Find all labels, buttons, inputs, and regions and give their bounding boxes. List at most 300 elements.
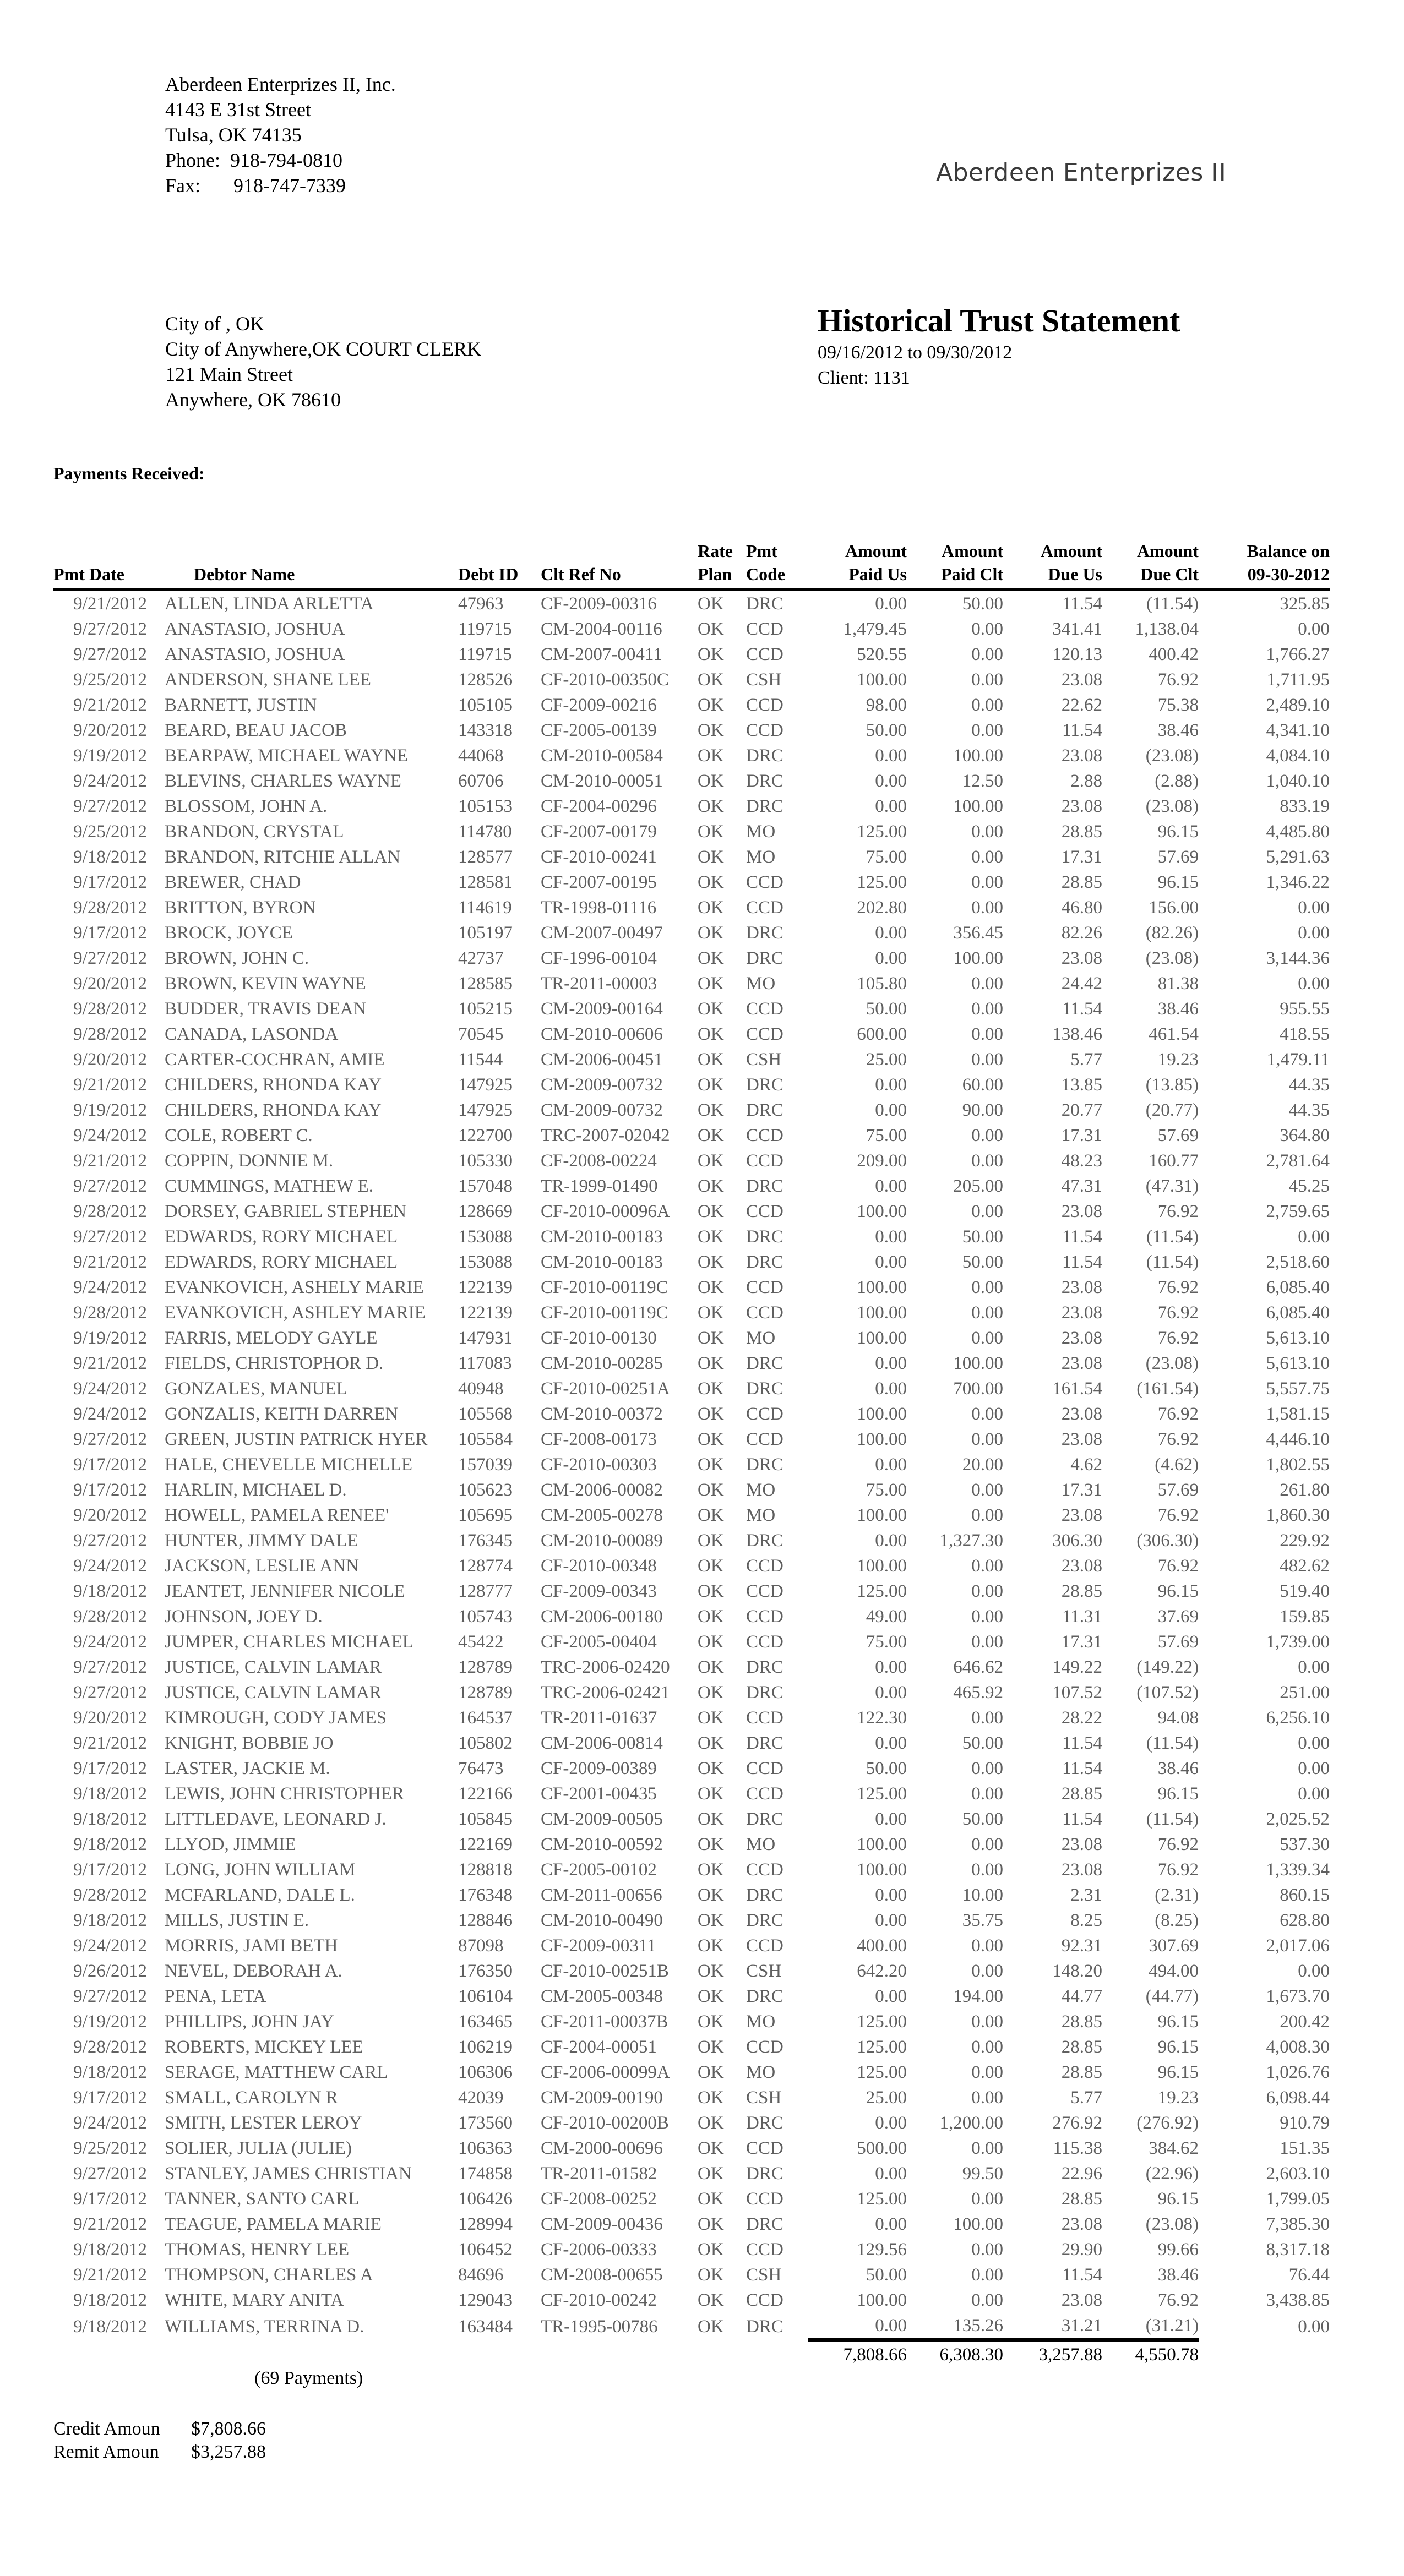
balance: 2,489.10	[1266, 695, 1330, 715]
pmt-date: 9/24/2012	[73, 1379, 147, 1399]
pmt-date: 9/27/2012	[73, 645, 147, 664]
debt-id: 84696	[458, 2265, 504, 2285]
balance: 4,008.30	[1266, 2037, 1330, 2057]
amount-due-clt: 76.92	[1157, 1202, 1199, 1221]
rate-plan: OK	[698, 2290, 724, 2310]
debt-id: 147925	[458, 1100, 513, 1120]
debt-id: 106219	[458, 2037, 513, 2057]
table-row	[53, 1984, 1330, 2009]
debtor-name: HARLIN, MICHAEL D.	[165, 1480, 347, 1500]
amount-due-us: 11.54	[1062, 1252, 1102, 1272]
pmt-date: 9/19/2012	[73, 1100, 147, 1120]
table-row	[53, 2237, 1330, 2262]
debt-id: 122139	[458, 1278, 513, 1297]
pmt-date: 9/28/2012	[73, 1202, 147, 1221]
clt-ref-no: CF-2008-00224	[541, 1151, 657, 1171]
amount-due-clt: (23.08)	[1145, 1354, 1199, 1373]
col-clt-ref: Clt Ref No	[541, 539, 698, 590]
amount-paid-clt: 0.00	[971, 872, 1003, 892]
pmt-code: CCD	[746, 1860, 783, 1880]
pmt-code: DRC	[746, 796, 783, 816]
rate-plan: OK	[698, 1809, 724, 1829]
pmt-code: MO	[746, 1328, 776, 1348]
col-pmt-code	[742, 539, 808, 590]
pmt-code: CCD	[746, 721, 783, 740]
pmt-date: 9/24/2012	[73, 1126, 147, 1145]
amount-paid-us: 100.00	[857, 1278, 907, 1297]
pmt-code: CCD	[746, 1581, 783, 1601]
amount-due-us: 23.08	[1061, 1278, 1102, 1297]
balance: 1,040.10	[1266, 771, 1330, 791]
table-row	[53, 2212, 1330, 2237]
pmt-date: 9/21/2012	[73, 1151, 147, 1171]
table-row	[53, 616, 1330, 642]
table-row	[53, 1680, 1330, 1705]
sender-phone	[165, 148, 396, 173]
amount-due-clt: 57.69	[1157, 1632, 1199, 1652]
total-due-clt: 4,550.78	[1102, 2340, 1199, 2368]
statement-client: Client: 1131	[818, 368, 910, 388]
amount-paid-us: 209.00	[857, 1151, 907, 1171]
pmt-date: 9/24/2012	[73, 771, 147, 791]
table-row	[53, 1528, 1330, 1553]
pmt-code: CSH	[746, 2265, 782, 2285]
rate-plan: OK	[698, 695, 724, 715]
amount-due-us: 8.25	[1070, 1911, 1102, 1930]
amount-due-clt: (22.96)	[1145, 2164, 1199, 2184]
amount-paid-us: 0.00	[875, 1809, 907, 1829]
debtor-name: NEVEL, DEBORAH A.	[165, 1961, 342, 1981]
pmt-code: CCD	[746, 1936, 783, 1956]
pmt-date: 9/18/2012	[73, 1784, 147, 1804]
balance: 0.00	[1298, 1657, 1330, 1677]
balance: 628.80	[1280, 1911, 1330, 1930]
table-row	[53, 1427, 1330, 1452]
amount-paid-us: 100.00	[857, 670, 907, 690]
clt-ref-no: CM-2009-00732	[541, 1100, 663, 1120]
amount-due-clt: 76.92	[1157, 2290, 1199, 2310]
balance: 0.00	[1298, 2316, 1330, 2337]
rate-plan: OK	[698, 1252, 724, 1272]
pmt-date: 9/18/2012	[73, 1911, 147, 1930]
balance: 2,017.06	[1266, 1936, 1330, 1956]
debtor-name: HALE, CHEVELLE MICHELLE	[165, 1455, 412, 1475]
clt-ref-no: CF-2010-00251A	[541, 1379, 670, 1399]
pmt-code: CCD	[746, 1556, 783, 1576]
balance: 200.42	[1280, 2012, 1330, 2032]
debt-id: 176350	[458, 1961, 513, 1981]
table-row	[53, 1807, 1330, 1832]
col-balance	[1199, 539, 1330, 590]
pmt-code: CCD	[746, 1303, 783, 1323]
table-row	[53, 1933, 1330, 1958]
clt-ref-no: CF-2009-00216	[541, 695, 657, 715]
clt-ref-no: CF-2010-00096A	[541, 1202, 670, 1221]
table-row	[53, 1604, 1330, 1629]
amount-paid-us: 100.00	[857, 1404, 907, 1424]
amount-due-clt: 19.23	[1157, 1050, 1199, 1069]
rate-plan: OK	[698, 1176, 724, 1196]
debtor-name: SERAGE, MATTHEW CARL	[165, 2062, 388, 2082]
table-row	[53, 1275, 1330, 1300]
debtor-name: TEAGUE, PAMELA MARIE	[165, 2214, 382, 2234]
col-due-us-line1: Amount	[1040, 541, 1102, 561]
debtor-name: BARNETT, JUSTIN	[165, 695, 317, 715]
blank	[742, 2340, 808, 2368]
pmt-date: 9/18/2012	[73, 1835, 147, 1854]
amount-due-clt: 76.92	[1157, 1556, 1199, 1576]
total-paid-us: 7,808.66	[808, 2340, 907, 2368]
amount-paid-clt: 0.00	[971, 2088, 1003, 2108]
amount-paid-clt: 0.00	[971, 1556, 1003, 1576]
recipient-line-1: City of , OK	[165, 313, 264, 335]
pmt-date: 9/17/2012	[73, 1480, 147, 1500]
amount-due-us: 23.08	[1061, 1505, 1102, 1525]
table-row	[53, 1300, 1330, 1325]
rate-plan: OK	[698, 1784, 724, 1804]
debt-id: 122169	[458, 1835, 513, 1854]
table-row	[53, 1579, 1330, 1604]
amount-due-clt: (23.08)	[1145, 948, 1199, 968]
amount-paid-clt: 646.62	[953, 1657, 1003, 1677]
debt-id: 114780	[458, 822, 512, 842]
amount-paid-us: 100.00	[857, 1556, 907, 1576]
pmt-code: MO	[746, 847, 776, 867]
clt-ref-no: CF-2010-00242	[541, 2290, 657, 2310]
debtor-name: JOHNSON, JOEY D.	[165, 1607, 323, 1627]
phone-label: Phone:	[165, 149, 221, 171]
amount-paid-us: 125.00	[857, 2189, 907, 2209]
rate-plan: OK	[698, 771, 724, 791]
balance: 5,613.10	[1266, 1354, 1330, 1373]
debtor-name: THOMAS, HENRY LEE	[165, 2240, 350, 2260]
rate-plan: OK	[698, 1278, 724, 1297]
amount-paid-us: 0.00	[875, 1252, 907, 1272]
amount-paid-us: 125.00	[857, 1581, 907, 1601]
balance: 860.15	[1280, 1885, 1330, 1905]
amount-due-us: 11.54	[1062, 594, 1102, 614]
rate-plan: OK	[698, 1075, 724, 1095]
pmt-date: 9/27/2012	[73, 1683, 147, 1702]
debt-id: 153088	[458, 1252, 513, 1272]
pmt-date: 9/21/2012	[73, 1252, 147, 1272]
debtor-name: JUSTICE, CALVIN LAMAR	[165, 1657, 382, 1677]
payments-table	[53, 539, 1330, 2368]
rate-plan: OK	[698, 2164, 724, 2184]
fax-number: 918-747-7339	[233, 174, 346, 197]
clt-ref-no: TR-2011-00003	[541, 974, 657, 994]
balance: 0.00	[1298, 974, 1330, 994]
debt-id: 47963	[458, 594, 504, 614]
amount-paid-clt: 100.00	[953, 796, 1003, 816]
amount-paid-us: 520.55	[857, 645, 907, 664]
debt-id: 105695	[458, 1505, 513, 1525]
debtor-name: BRITTON, BYRON	[165, 898, 316, 918]
rate-plan: OK	[698, 1429, 724, 1449]
clt-ref-no: CF-2007-00195	[541, 872, 657, 892]
debtor-name: BLOSSOM, JOHN A.	[165, 796, 328, 816]
amount-due-clt: 76.92	[1157, 670, 1199, 690]
amount-due-us: 23.08	[1061, 1429, 1102, 1449]
debt-id: 105330	[458, 1151, 513, 1171]
pmt-date: 9/21/2012	[73, 594, 147, 614]
table-row	[53, 2110, 1330, 2136]
rate-plan: OK	[698, 1708, 724, 1728]
phone-number: 918-794-0810	[230, 149, 342, 171]
col-due-clt-line1: Amount	[1136, 541, 1199, 561]
amount-paid-us: 122.30	[857, 1708, 907, 1728]
rate-plan: OK	[698, 923, 724, 943]
debt-id: 105568	[458, 1404, 513, 1424]
amount-paid-clt: 1,200.00	[939, 2113, 1003, 2133]
amount-due-clt: (11.54)	[1146, 1733, 1199, 1753]
recipient-line-2: City of Anywhere,OK COURT CLERK	[165, 338, 482, 360]
amount-due-us: 44.77	[1061, 1986, 1102, 2006]
payments-table-body	[53, 590, 1330, 2368]
rate-plan: OK	[698, 2240, 724, 2260]
balance: 6,098.44	[1266, 2088, 1330, 2108]
debtor-name: JEANTET, JENNIFER NICOLE	[165, 1581, 405, 1601]
pmt-date: 9/24/2012	[73, 1404, 147, 1424]
amount-paid-us: 125.00	[857, 872, 907, 892]
table-row	[53, 642, 1330, 667]
amount-paid-clt: 0.00	[971, 1708, 1003, 1728]
debt-id: 122700	[458, 1126, 513, 1145]
amount-due-us: 23.08	[1061, 1404, 1102, 1424]
table-row	[53, 2136, 1330, 2161]
pmt-code: CSH	[746, 670, 782, 690]
amount-paid-clt: 0.00	[971, 2138, 1003, 2158]
debtor-name: ROBERTS, MICKEY LEE	[165, 2037, 363, 2057]
amount-paid-clt: 0.00	[971, 1278, 1003, 1297]
pmt-code: MO	[746, 1480, 776, 1500]
amount-due-clt: (2.31)	[1155, 1885, 1199, 1905]
amount-paid-us: 0.00	[875, 2214, 907, 2234]
debtor-name: CHILDERS, RHONDA KAY	[165, 1100, 382, 1120]
rate-plan: OK	[698, 1100, 724, 1120]
table-row	[53, 2262, 1330, 2288]
table-row	[53, 794, 1330, 819]
amount-due-us: 31.21	[1061, 2316, 1102, 2335]
amount-due-us: 28.85	[1061, 2062, 1102, 2082]
debtor-name: ANASTASIO, JOSHUA	[165, 645, 345, 664]
amount-due-clt: (276.92)	[1136, 2113, 1199, 2133]
amount-due-clt: 76.92	[1157, 1328, 1199, 1348]
col-due-us-line2: Due Us	[1048, 564, 1102, 584]
rate-plan: OK	[698, 999, 724, 1019]
rate-plan: OK	[698, 1683, 724, 1702]
amount-paid-clt: 0.00	[971, 1429, 1003, 1449]
balance: 7,385.30	[1266, 2214, 1330, 2234]
rate-plan: OK	[698, 1505, 724, 1525]
debt-id: 117083	[458, 1354, 512, 1373]
clt-ref-no: CM-2011-00656	[541, 1885, 662, 1905]
col-balance-line2: 09-30-2012	[1247, 564, 1330, 584]
debt-id: 128669	[458, 1202, 513, 1221]
pmt-date: 9/28/2012	[73, 2037, 147, 2057]
amount-due-clt: (47.31)	[1145, 1176, 1199, 1196]
amount-paid-clt: 0.00	[971, 2062, 1003, 2082]
balance: 364.80	[1280, 1126, 1330, 1145]
balance: 537.30	[1280, 1835, 1330, 1854]
table-row	[53, 844, 1330, 870]
col-due-us	[1003, 539, 1102, 590]
statement-header	[818, 302, 1180, 391]
pmt-code: CCD	[746, 645, 783, 664]
amount-due-us: 2.88	[1070, 771, 1102, 791]
amount-due-clt: 76.92	[1157, 1860, 1199, 1880]
clt-ref-no: CF-2005-00139	[541, 721, 657, 740]
balance: 2,518.60	[1266, 1252, 1330, 1272]
balance: 0.00	[1298, 1227, 1330, 1247]
pmt-date: 9/28/2012	[73, 1303, 147, 1323]
balance: 5,291.63	[1266, 847, 1330, 867]
clt-ref-no: CM-2010-00089	[541, 1531, 663, 1551]
amount-paid-us: 0.00	[875, 1455, 907, 1475]
amount-due-us: 23.08	[1061, 1202, 1102, 1221]
amount-paid-us: 100.00	[857, 1429, 907, 1449]
clt-ref-no: CM-2008-00655	[541, 2265, 663, 2285]
amount-paid-us: 100.00	[857, 2290, 907, 2310]
amount-paid-us: 75.00	[866, 1126, 907, 1145]
clt-ref-no: CM-2010-00051	[541, 771, 663, 791]
balance: 2,759.65	[1266, 1202, 1330, 1221]
rate-plan: OK	[698, 1531, 724, 1551]
recipient-line-3: 121 Main Street	[165, 363, 293, 385]
pmt-code: MO	[746, 822, 776, 842]
debt-id: 106426	[458, 2189, 513, 2209]
clt-ref-no: TR-2011-01637	[541, 1708, 657, 1728]
debtor-name: DORSEY, GABRIEL STEPHEN	[165, 1202, 407, 1221]
pmt-code: DRC	[746, 746, 783, 766]
table-row	[53, 768, 1330, 794]
balance: 261.80	[1280, 1480, 1330, 1500]
debt-id: 128585	[458, 974, 513, 994]
clt-ref-no: CF-2008-00173	[541, 1429, 657, 1449]
company-logo: Aberdeen Enterprizes II	[936, 159, 1227, 187]
amount-due-clt: (31.21)	[1145, 2316, 1199, 2335]
balance: 833.19	[1280, 796, 1330, 816]
clt-ref-no: TRC-2006-02420	[541, 1657, 670, 1677]
amount-due-clt: 38.46	[1157, 2265, 1199, 2285]
pmt-code: DRC	[746, 594, 783, 614]
amount-due-us: 17.31	[1061, 1126, 1102, 1145]
col-paid-us-line1: Amount	[845, 541, 907, 561]
credit-amount-row	[53, 2417, 266, 2441]
clt-ref-no: CF-2005-00102	[541, 1860, 657, 1880]
pmt-code: DRC	[746, 1911, 783, 1930]
table-row	[53, 1224, 1330, 1249]
col-debt-id: Debt ID	[458, 539, 541, 590]
rate-plan: OK	[698, 1227, 724, 1247]
amount-paid-clt: 90.00	[962, 1100, 1003, 1120]
amount-paid-us: 1,479.45	[843, 619, 907, 639]
table-row	[53, 1832, 1330, 1857]
amount-due-clt: 57.69	[1157, 1126, 1199, 1145]
debtor-name: ALLEN, LINDA ARLETTA	[165, 594, 374, 614]
amount-paid-clt: 12.50	[962, 771, 1003, 791]
amount-due-clt: 38.46	[1157, 999, 1199, 1019]
balance: 1,711.95	[1266, 670, 1330, 690]
pmt-code: CCD	[746, 1708, 783, 1728]
table-row	[53, 1503, 1330, 1528]
clt-ref-no: CF-2009-00316	[541, 594, 657, 614]
amount-paid-clt: 1,327.30	[939, 1531, 1003, 1551]
pmt-code: DRC	[746, 1531, 783, 1551]
pmt-date: 9/19/2012	[73, 1328, 147, 1348]
amount-due-clt: 76.92	[1157, 1429, 1199, 1449]
balance: 151.35	[1280, 2138, 1330, 2158]
pmt-date: 9/27/2012	[73, 1531, 147, 1551]
amount-paid-us: 125.00	[857, 2037, 907, 2057]
debtor-name: LONG, JOHN WILLIAM	[165, 1860, 356, 1880]
pmt-date: 9/20/2012	[73, 1505, 147, 1525]
amount-paid-us: 125.00	[857, 822, 907, 842]
amount-due-clt: 384.62	[1149, 2138, 1199, 2158]
amount-due-clt: 96.15	[1157, 872, 1199, 892]
amount-paid-us: 100.00	[857, 1505, 907, 1525]
table-row	[53, 1174, 1330, 1199]
rate-plan: OK	[698, 1961, 724, 1981]
balance: 955.55	[1280, 999, 1330, 1019]
pmt-code: DRC	[746, 1075, 783, 1095]
amount-due-us: 138.46	[1052, 1024, 1102, 1044]
table-row	[53, 1731, 1330, 1756]
amount-due-us: 47.31	[1061, 1176, 1102, 1196]
amount-paid-us: 100.00	[857, 1860, 907, 1880]
debtor-name: BEARD, BEAU JACOB	[165, 721, 347, 740]
debtor-name: JUSTICE, CALVIN LAMAR	[165, 1683, 382, 1702]
debt-id: 128789	[458, 1683, 513, 1702]
table-row	[53, 718, 1330, 743]
debt-id: 105153	[458, 796, 513, 816]
amount-paid-clt: 0.00	[971, 1784, 1003, 1804]
pmt-code: MO	[746, 1505, 776, 1525]
table-row	[53, 2161, 1330, 2186]
amount-paid-us: 50.00	[866, 999, 907, 1019]
amount-due-clt: 76.92	[1157, 1278, 1199, 1297]
table-row	[53, 819, 1330, 844]
amount-paid-clt: 0.00	[971, 1936, 1003, 1956]
debt-id: 128818	[458, 1860, 513, 1880]
pmt-code: CCD	[746, 1024, 783, 1044]
amount-paid-clt: 0.00	[971, 645, 1003, 664]
amount-due-clt: (2.88)	[1155, 771, 1199, 791]
debt-id: 106452	[458, 2240, 513, 2260]
debt-id: 105845	[458, 1809, 513, 1829]
debtor-name: BRANDON, CRYSTAL	[165, 822, 344, 842]
amount-due-us: 17.31	[1061, 847, 1102, 867]
amount-paid-clt: 0.00	[971, 974, 1003, 994]
balance: 3,438.85	[1266, 2290, 1330, 2310]
balance: 418.55	[1280, 1024, 1330, 1044]
debtor-name: ANDERSON, SHANE LEE	[165, 670, 371, 690]
amount-paid-clt: 0.00	[971, 1759, 1003, 1778]
amount-due-us: 23.08	[1061, 1860, 1102, 1880]
clt-ref-no: TR-1999-01490	[541, 1176, 658, 1196]
amount-due-us: 107.52	[1052, 1683, 1102, 1702]
clt-ref-no: CM-2009-00436	[541, 2214, 663, 2234]
amount-paid-clt: 0.00	[971, 1151, 1003, 1171]
debtor-name: LASTER, JACKIE M.	[165, 1759, 330, 1778]
debtor-name: SOLIER, JULIA (JULIE)	[165, 2138, 352, 2158]
balance: 325.85	[1280, 594, 1330, 614]
pmt-code: CCD	[746, 872, 783, 892]
amount-paid-us: 0.00	[875, 1885, 907, 1905]
pmt-date: 9/27/2012	[73, 1986, 147, 2006]
amount-due-us: 23.08	[1061, 1328, 1102, 1348]
rate-plan: OK	[698, 1480, 724, 1500]
